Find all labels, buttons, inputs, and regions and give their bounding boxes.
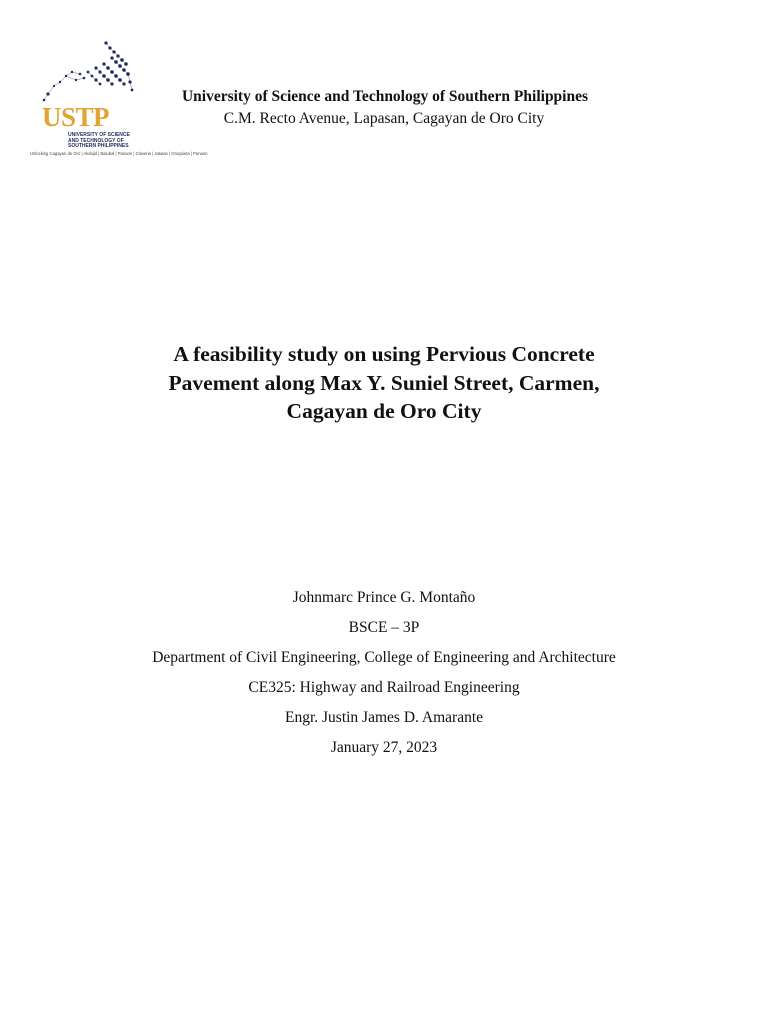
title-line-2: Pavement along Max Y. Suniel Street, Carmen, <box>168 370 600 395</box>
author-name: Johnmarc Prince G. Montaño <box>292 589 476 606</box>
document-title <box>80 340 688 426</box>
logo-subtitle: UNIVERSITY OF SCIENCE AND TECHNOLOGY OF SOUTHERN PHILIPPINES <box>68 132 130 149</box>
university-name: University of Science and Technology of Southern Philippines <box>181 88 589 105</box>
logo-motto: Unlocking Cagayan de Oro | Alubijid | Balubal | Panaon | Claveria | Jasaan | Oroquieta | Panaon <box>30 151 208 156</box>
logo-wordmark: USTP <box>42 102 110 132</box>
author-info-block <box>0 583 768 763</box>
course: CE325: Highway and Railroad Engineering <box>248 679 520 696</box>
document-header <box>0 86 768 130</box>
title-line-1: A feasibility study on using Pervious Concrete <box>173 342 595 366</box>
section: BSCE – 3P <box>348 619 420 636</box>
university-address: C.M. Recto Avenue, Lapasan, Cagayan de Oro City <box>223 110 545 127</box>
date: January 27, 2023 <box>330 739 438 756</box>
instructor: Engr. Justin James D. Amarante <box>284 709 484 726</box>
department: Department of Civil Engineering, College of Engineering and Architecture <box>152 649 616 666</box>
title-line-3: Cagayan de Oro City <box>286 399 482 423</box>
